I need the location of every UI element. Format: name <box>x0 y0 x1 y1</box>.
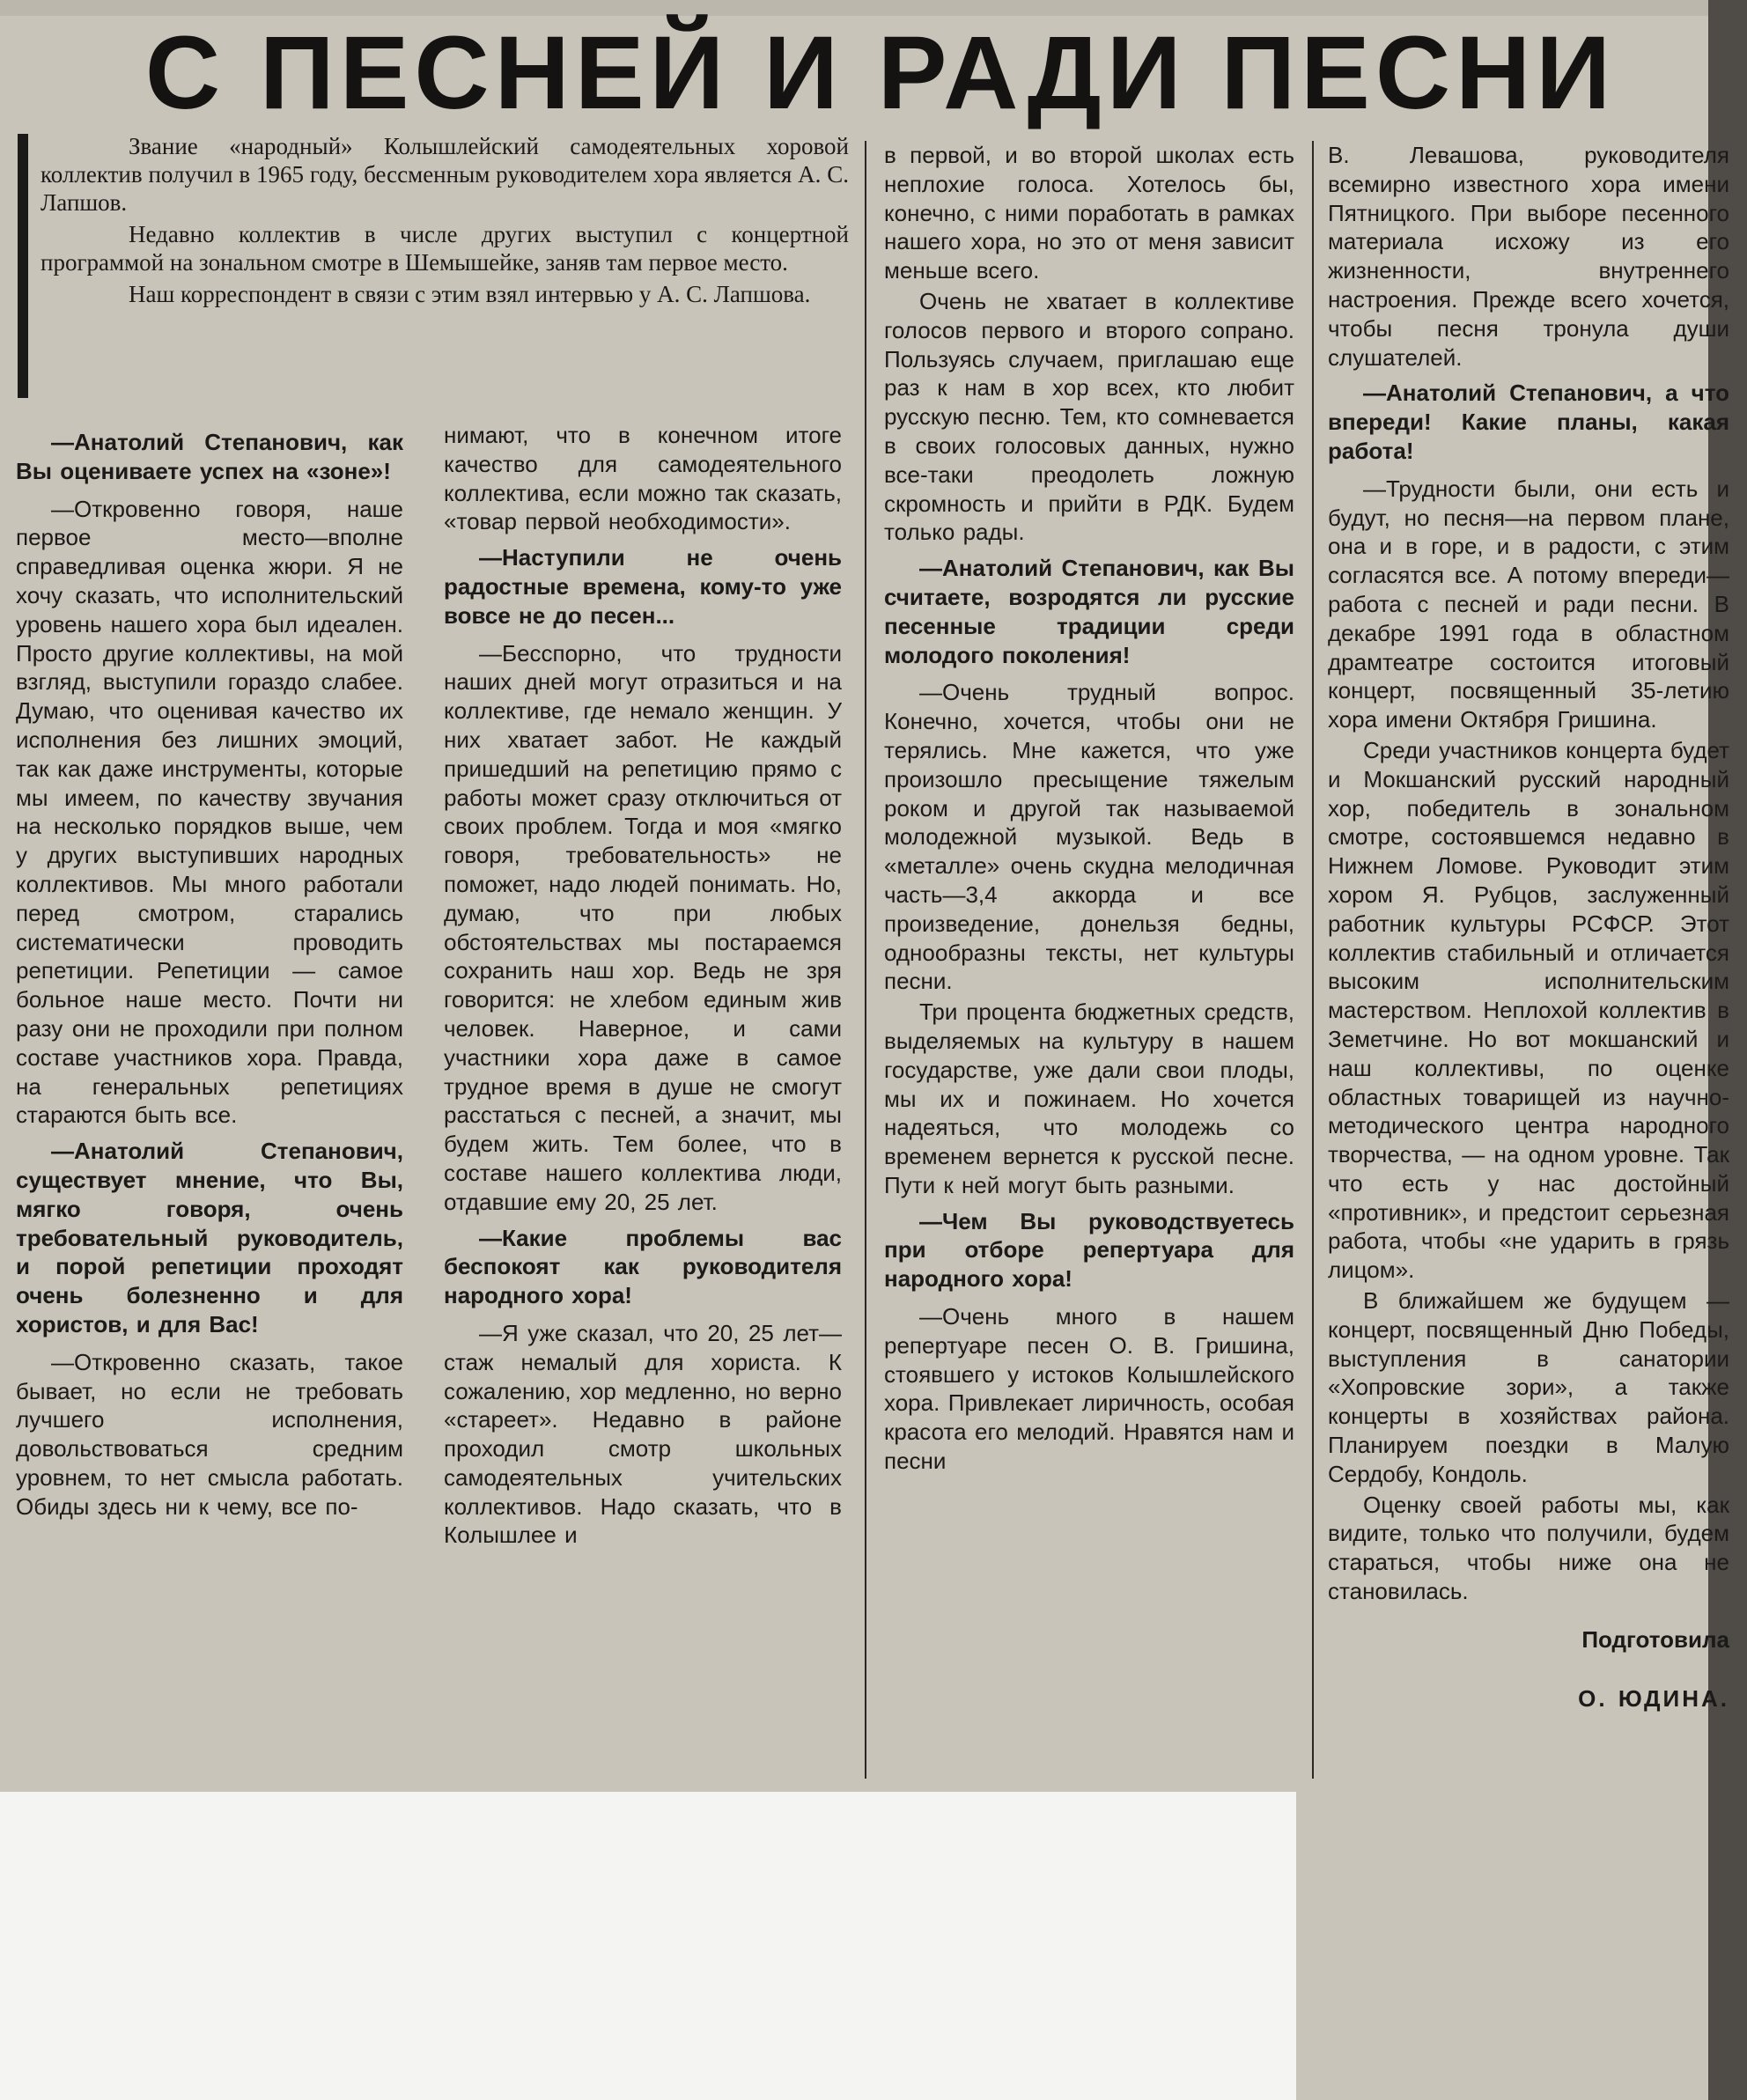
answer: Среди участников концерта будет и Мокшанский русский народный хор, победитель в зональном смотре, состоявшемся недавно в Нижнем Ломове. Руководит этим хором Я. Рубцов, заслуженный работник культуры РСФСР. Этот коллектив стабильный и отличается высоким исполнительским мастерством. Неплохой коллектив в Земетчине. Но вот мокшанский и наш коллективы, по оценке областных товарищей из научно-методического центра народного творчества, — на одном уровне. Так что есть у нас достойный «противник», и предстоит серьезная работа, чтобы «не ударить в грязь лицом». <box>1328 736 1729 1284</box>
article-intro <box>41 132 849 312</box>
answer: В ближайшем же будущем — концерт, посвященный Дню Победы, выступления в санатории «Хопровские зори», а также концерты в хозяйствах района. Планируем поездки в Малую Сердобу, Кондоль. <box>1328 1287 1729 1487</box>
byline-label: Подготовила <box>1581 1625 1729 1653</box>
column-3 <box>884 141 1294 1477</box>
column-2 <box>444 421 842 1551</box>
answer: Оценку своей работы мы, как видите, только что получили, будем стараться, чтобы ниже она не становилась. <box>1328 1491 1729 1605</box>
answer: —Откровенно сказать, такое бывает, но если не требовать лучшего исполнения, довольствоваться средним уровнем, то нет смысла работать. Обиды здесь ни к чему, все по- <box>16 1348 403 1520</box>
byline-name: О. ЮДИНА. <box>1578 1684 1729 1712</box>
answer: —Трудности были, они есть и будут, но песня—на первом плане, она и в горе, и в радости, с этим согласятся все. А потому впереди—работа с песней и ради песни. В декабре 1991 года в областном драмтеатре состоится итоговый концерт, посвященный 35-летию хора имени Октября Гришина. <box>1328 475 1729 733</box>
question: —Анатолий Степанович, существует мнение, что Вы, мягко говоря, очень требовательный руководитель, и порой репетиции проходят очень болезненно и для хористов, и для Вас! <box>16 1138 403 1337</box>
question: —Анатолий Степанович, как Вы считаете, возродятся ли русские песенные традиции среди молодого поколения! <box>884 555 1294 668</box>
question: —Чем Вы руководствуетесь при отборе репертуара для народного хора! <box>884 1207 1294 1293</box>
answer: —Бесспорно, что трудности наших дней могут отразиться и на коллективе, где немало женщин. У них хватает забот. Не каждый пришедший на репетицию прямо с работы может сразу отключиться от своих проблем. Тогда и моя «мягко говоря, требовательность» не поможет, надо людей понимать. Но, думаю, что при любых обстоятельствах мы постараемся сохранить наш хор. Ведь не зря говорится: не хлебом единым жив человек. Наверное, и сами участники хора даже в самое трудное время в душе не смогут расстаться с песней, а значит, мы будем жить. Тем более, что в составе нашего коллектива люди, отдавшие ему 20, 25 лет. <box>444 639 842 1215</box>
white-paper-overlay <box>0 1792 1296 2100</box>
answer: Три процента бюджетных средств, выделяемых на культуру в нашем государстве, уже дали свои плоды, мы их и пожинаем. Но хочется надеяться, что молодежь со временем вернется к русской песне. Пути к ней могут быть разными. <box>884 998 1294 1198</box>
previous-page-fragment <box>0 0 1747 16</box>
column-rule <box>865 141 866 1779</box>
answer: —Очень трудный вопрос. Конечно, хочется, чтобы они не терялись. Мне кажется, что уже произошло пресыщение тяжелым роком и другой так называемой молодежной музыкой. Ведь в «металле» очень скудна мелодичная часть—3,4 аккорда и все произведение, донельзя бедны, однообразны тексты, нет культуры песни. <box>884 679 1294 995</box>
intro-paragraph: Недавно коллектив в числе других выступил с концертной программой на зональном смотре в Шемышейке, заняв там первое место. <box>41 221 849 276</box>
question: —Анатолий Степанович, как Вы оцениваете успех на «зоне»! <box>16 429 403 484</box>
column-rule <box>1312 141 1314 1779</box>
answer-continued: В. Левашова, руководителя всемирно известного хора имени Пятницкого. При выборе песенного материала исхожу из его жизненности, внутреннего настроения. Прежде всего хочется, чтобы песня тронула души слушателей. <box>1328 142 1729 371</box>
answer: —Я уже сказал, что 20, 25 лет—стаж немалый для хориста. К сожалению, хор медленно, но верно «стареет». Недавно в районе проходил смотр школьных самодеятельных учительских коллективов. Надо сказать, что в Колышлее и <box>444 1319 842 1549</box>
question: —Какие проблемы вас беспокоят как руководителя народного хора! <box>444 1224 842 1309</box>
question: —Анатолий Степанович, а что впереди! Какие планы, какая работа! <box>1328 379 1729 464</box>
column-4 <box>1328 141 1729 1714</box>
intro-marker-bar <box>18 134 28 398</box>
column-1 <box>16 421 403 1522</box>
answer-continued: нимают, что в конечном итоге качество для самодеятельного коллектива, если можно так сказать, «товар первой необходимости». <box>444 422 842 535</box>
answer-continued: в первой, и во второй школах есть неплохие голоса. Хотелось бы, конечно, с ними поработать в рамках нашего хора, но это от меня зависит меньше всего. <box>884 142 1294 284</box>
answer: Очень не хватает в коллективе голосов первого и второго сопрано. Пользуясь случаем, приглашаю еще раз к нам в хор всех, кто любит русскую песню. Тем, кто сомневается в своих голосовых данных, нужно все-таки преодолеть ложную скромность и прийти в РДК. Будем только рады. <box>884 287 1294 546</box>
question: —Наступили не очень радостные времена, кому-то уже вовсе не до песен... <box>444 544 842 629</box>
intro-paragraph: Звание «народный» Колышлейский самодеятельных хоровой коллектив получил в 1965 году, бессменным руководителем хора является А. С. Лапшов. <box>41 133 849 216</box>
answer: —Откровенно говоря, наше первое место—вполне справедливая оценка жюри. Я не хочу сказать, что исполнительский уровень нашего хора был идеален. Просто другие коллективы, на мой взгляд, выступили гораздо слабее. Думаю, что оценивая качество их исполнения без лишних эмоций, так как даже инструменты, которые мы имеем, по качеству звучания на несколько порядков выше, чем у других выступивших народных коллективов. Мы много работали перед смотром, старались систематически проводить репетиции. Репетиции — самое больное наше место. Почти ни разу они не проходили при полном составе участников хора. Правда, на генеральных репетициях стараются быть все. <box>16 495 403 1129</box>
article-headline: С ПЕСНЕЙ И РАДИ ПЕСНИ <box>144 15 1617 131</box>
intro-paragraph: Наш корреспондент в связи с этим взял интервью у А. С. Лапшова. <box>129 281 811 307</box>
answer: —Очень много в нашем репертуаре песен О. В. Гришина, стоявшего у истоков Колышлейского хора. Привлекает лиричность, особая красота его мелодий. Нравятся нам и песни <box>884 1303 1294 1475</box>
